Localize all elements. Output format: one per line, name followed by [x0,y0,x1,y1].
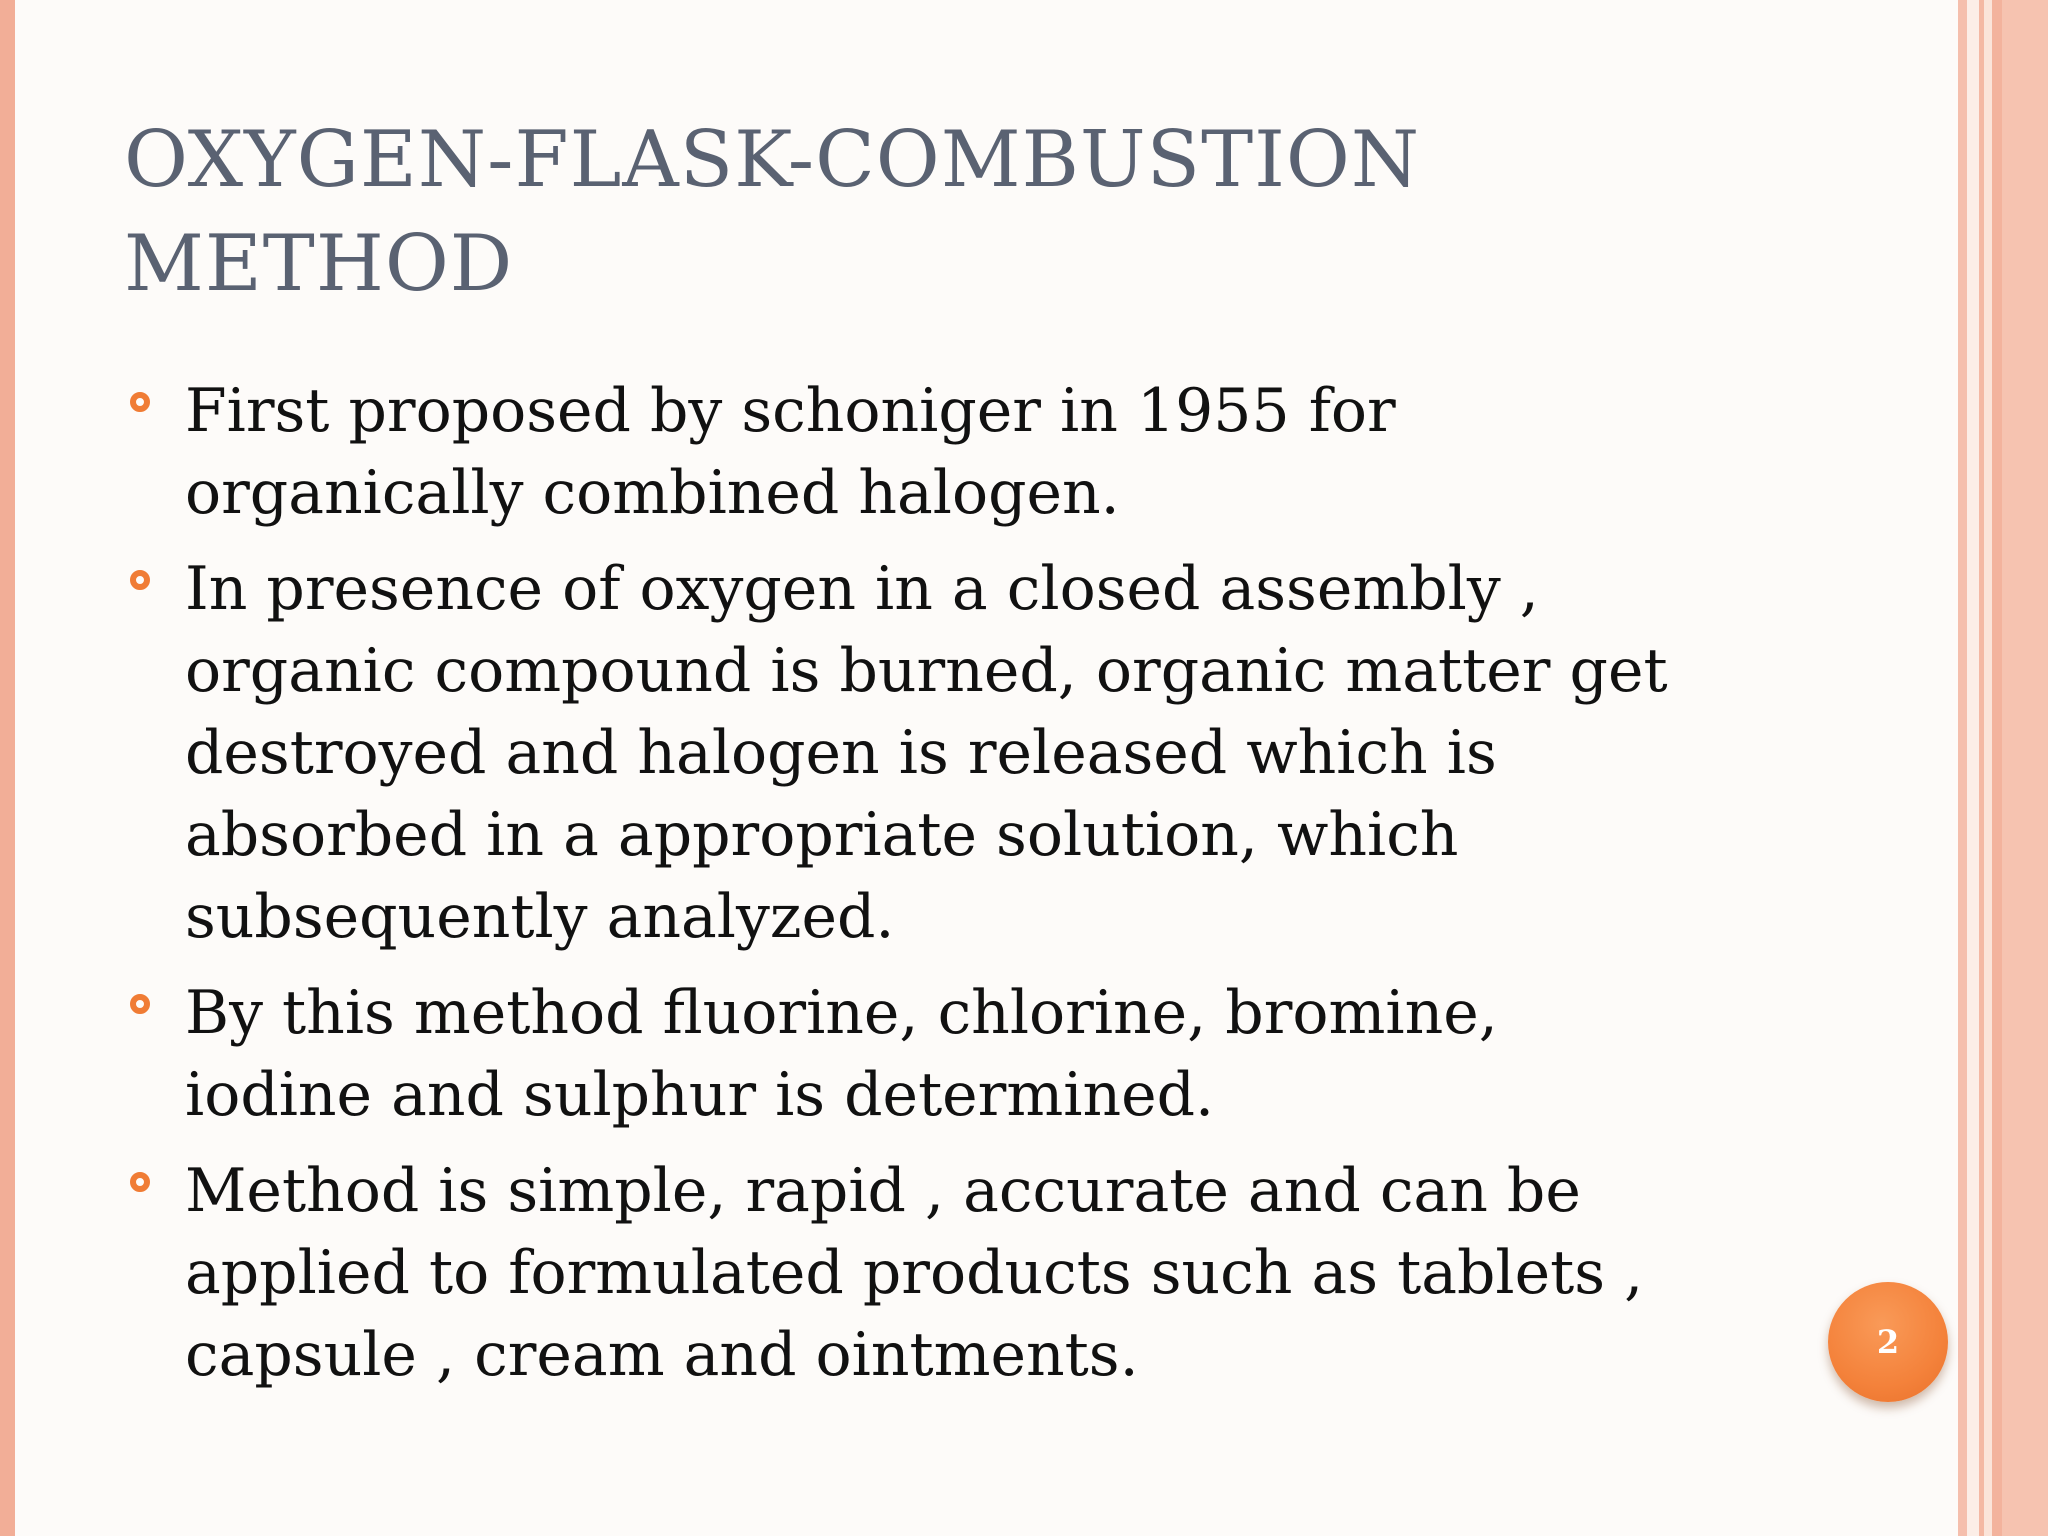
right-stripe-decoration [2002,0,2048,1536]
circle-bullet-icon [130,1172,150,1192]
page-number: 2 [1876,1323,1900,1361]
bullet-item [130,1150,1730,1396]
circle-bullet-icon [130,392,150,412]
right-stripe-decoration [1984,0,1992,1536]
bullet-line: destroyed and halogen is released which is [185,718,1497,788]
bullet-item [130,548,1730,958]
left-border-decoration [0,0,15,1536]
bullet-line: organic compound is burned, organic matter get [185,636,1668,706]
page-number-badge [1828,1282,1948,1402]
bullet-text [185,548,1730,958]
bullet-text [185,370,1730,534]
bullet-line: In presence of oxygen in a closed assembly , [185,554,1539,624]
bullet-list [130,370,1730,1410]
slide-title [124,108,1904,316]
bullet-line: applied to formulated products such as tablets , [185,1238,1644,1308]
bullet-line: absorbed in a appropriate solution, which [185,800,1459,870]
bullet-line: subsequently analyzed. [185,882,895,952]
slide-title-line: OXYGEN-FLASK-COMBUSTION [124,115,1421,205]
slide-title-line: METHOD [124,219,514,309]
bullet-line: capsule , cream and ointments. [185,1320,1139,1390]
bullet-line: Method is simple, rapid , accurate and can be [185,1156,1581,1226]
bullet-line: organically combined halogen. [185,458,1120,528]
bullet-item [130,370,1730,534]
right-stripe-decoration [1958,0,1967,1536]
circle-bullet-icon [130,994,150,1014]
circle-bullet-icon [130,570,150,590]
bullet-item [130,972,1730,1136]
bullet-text [185,1150,1730,1396]
bullet-line: First proposed by schoniger in 1955 for [185,376,1396,446]
bullet-line: By this method fluorine, chlorine, bromine, [185,978,1498,1048]
bullet-line: iodine and sulphur is determined. [185,1060,1215,1130]
right-stripe-decoration [1967,0,1979,1536]
right-stripe-decoration [1992,0,2002,1536]
bullet-text [185,972,1730,1136]
